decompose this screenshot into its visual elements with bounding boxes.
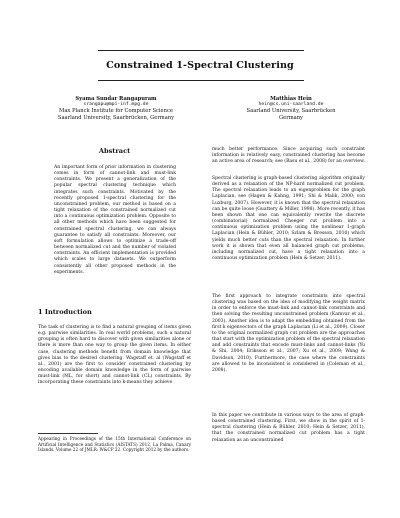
right-paragraph-3: The first approach to integrate constraints into spectral clustering was based on the idea of modifying the weight matrix in order to enforce the must-link and cannot-link constraints and then solving the resulting unconstrained problem (Kamvar et al., 2003). Another idea is to adapt the embedding obtained from the first k eigenvectors of the graph Laplacian (Li et al., 2009). Closer to the original normalized graph cut problem are the approaches that start with the optimization problem of the spectral relaxation and add constraints that encode must-links and cannot-links (Yu & Shi, 2004; Eriksson et al., 2007; Xu et al., 2009; Wang & Davidson, 2010). Furthermore, the case where the constraints are allowed to be inconsistent is considered in (Coleman et al., 2008). <box>212 294 366 373</box>
paper-title: Constrained 1-Spectral Clustering <box>106 60 294 71</box>
right-paragraph-1: much better performance. Since acquiring such constraint information is relatively easy, constrained clustering has become an active area of research; see (Basu et al., 2008) for an overview. <box>212 147 365 165</box>
author-affiliation: Saarland University, Saarbrücken <box>246 108 336 115</box>
author-affiliation: Max Planck Institute for Computer Science <box>59 108 173 115</box>
title-bottom-rule <box>98 80 304 81</box>
footnote-rule <box>38 433 98 434</box>
author-affiliation: Germany <box>279 114 303 121</box>
introduction-text: The task of clustering is to find a natural grouping of items given e.g. pairwise similarities. In real world problems, such a natural grouping is often hard to discover with given similarities alone or there is more than one way to group the given items. In either case, clustering methods benefit from domain knowledge that gives bias to the desired clustering. Wagstaff et. al (Wagstaff et al., 2001) are the first to consider constrained clustering by encoding available domain knowledge in the form of pairwise must-link (ML, for short) and cannot-link (CL) constraints. By incorporating these constraints into k-means they achieve <box>38 325 191 386</box>
author-name: Matthias Hein <box>270 96 312 102</box>
author-block-1 <box>36 96 196 121</box>
footnote: Appearing in Proceedings of the 15th International Conference on Artificial Intelligence and Statistics (AISTATS) 2012, La Palma, Canary Islands. Volume 22 of JMLR: W&CP 22. Copyright 2012 by the authors. <box>38 436 191 453</box>
abstract-text: An important form of prior information in clustering comes in form of cannot-link and must-link constraints. We present a generalization of the popular spectral clustering technique which integrates such constraints. Motivated by the recently proposed 1-spectral clustering for the unconstrained problem, our method is based on a tight relaxation of the constrained normalized cut into a continuous optimization problem. Opposite to all other methods which have been suggested for constrained spectral clustering, we can always guarantee to satisfy all constraints. Moreover, our soft formulation allows to optimize a trade-off between normalized cut and the number of violated constraints. An efficient implementation is provided which scales to large datasets. We outperform consistently all other proposed methods in the experiments. <box>54 165 176 275</box>
right-paragraph-2: Spectral clustering is graph-based clustering algorithm originally derived as a relaxation of the NP-hard normalized cut problem. The spectral relaxation leads to an eigenproblem for the graph Laplacian, see (Hagen & Kahng, 1991; Shi & Malik, 2000; von Luxburg, 2007). However, it is known that the spectral relaxation can be quite loose (Guattery & Miller, 1998). More recently, it has been shown that one can equivalently rewrite the discrete (combinatorial) normalized Cheeger cut problem into a continuous optimization problem using the nonlinear 1-graph Laplacian (Hein & Bühler, 2010; Szlam & Bresson, 2010) which yields much better cuts than the spectral relaxation. In further work it is shown that even all balanced graph cut problems, including normalized cut, have a tight relaxation into a continuous optimization problem (Hein & Setzer, 2011). <box>212 176 365 262</box>
author-email: srangapu@mpi-inf.mpg.de <box>83 102 149 108</box>
author-email: hein@cs.uni-saarland.de <box>258 102 324 108</box>
title-top-rule <box>98 50 304 51</box>
right-paragraph-4: In this paper we contribute in various ways to the area of graph-based constrained clustering. First, we show in the spirit of 1-spectral clustering (Hein & Bühler, 2010; Hein & Setzer, 2011), that the constrained normalized cut problem has a tight relaxation as an unconstrained <box>212 413 365 443</box>
author-affiliation: Saarland University, Saarbrücken, Germany <box>57 114 175 121</box>
section-heading-introduction: 1 Introduction <box>38 308 92 316</box>
abstract-heading: Abstract <box>98 147 131 155</box>
author-name: Syama Sundar Rangapuram <box>75 96 157 102</box>
author-block-2 <box>216 96 366 121</box>
